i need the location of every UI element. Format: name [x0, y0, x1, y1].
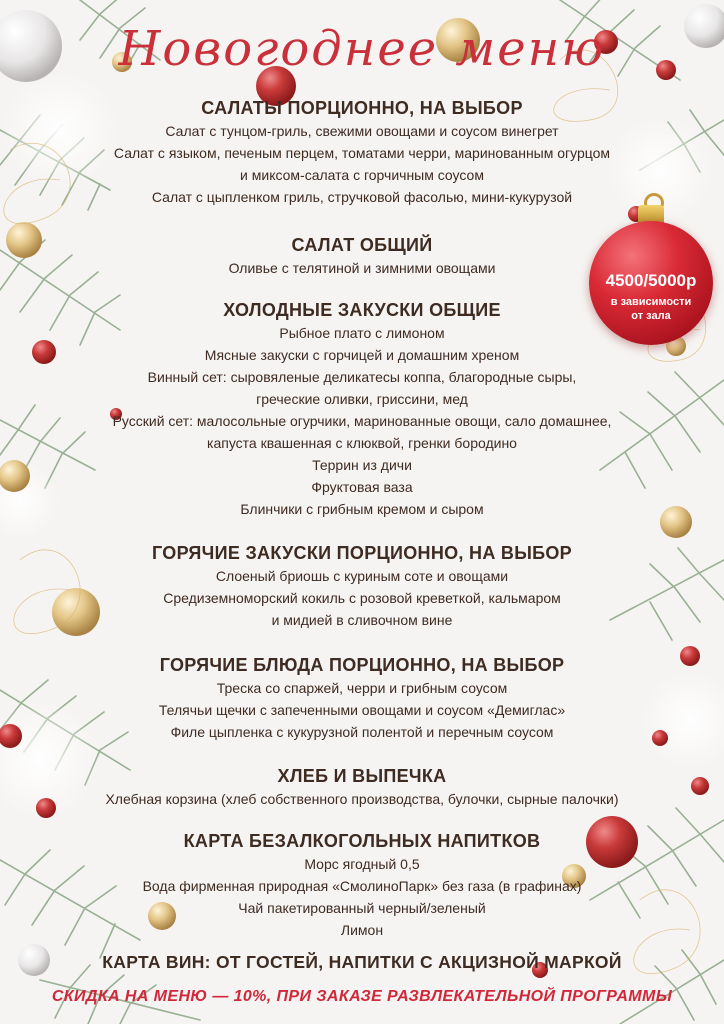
- menu-title: Новогоднее меню: [118, 21, 606, 77]
- menu-item: и мидией в сливочном вине: [271, 612, 453, 628]
- menu-item: Рыбное плато с лимоном: [279, 325, 445, 341]
- section-heading: КАРТА БЕЗАЛКОГОЛЬНЫХ НАПИТКОВ: [183, 831, 541, 851]
- menu-item: Филе цыпленка с кукурузной полентой и перечным соусом: [170, 724, 554, 740]
- menu-item: Салат с языком, печеным перцем, томатами черри, маринованным огурцом: [113, 145, 611, 161]
- section-heading: САЛАТЫ ПОРЦИОННО, НА ВЫБОР: [201, 98, 523, 118]
- price-value: 4500/5000р: [605, 271, 697, 290]
- section-heading: ГОРЯЧИЕ БЛЮДА ПОРЦИОННО, НА ВЫБОР: [159, 655, 565, 675]
- price-note-line: от зала: [631, 310, 671, 322]
- menu-item: Оливье с телятиной и зимними овощами: [228, 260, 496, 276]
- wine-card-note: [0, 950, 724, 974]
- menu-item: Террин из дичи: [312, 457, 412, 473]
- menu-item: Салат с цыпленком гриль, стручковой фасолью, мини-кукурузой: [151, 189, 573, 205]
- menu-section-bread: [0, 764, 724, 810]
- menu-item: Лимон: [340, 922, 384, 938]
- price-bauble: [589, 193, 719, 343]
- menu-section-hot-appetizers: [0, 541, 724, 631]
- menu-item: и миксом-салата с горчичным соусом: [240, 167, 484, 183]
- menu-item: Хлебная корзина (хлеб собственного производства, булочки, сырные палочки): [105, 791, 619, 807]
- menu-section-hot-dishes: [0, 653, 724, 743]
- menu-item: Мясные закуски с горчицей и домашним хреном: [204, 347, 520, 363]
- section-heading: ХЛЕБ И ВЫПЕЧКА: [277, 766, 447, 786]
- menu-item: Морс ягодный 0,5: [304, 856, 420, 872]
- menu-item: Слоеный бриошь с куриным соте и овощами: [215, 568, 509, 584]
- menu-item: Телячьи щечки с запеченными овощами и соусом «Демиглас»: [158, 702, 566, 718]
- menu-item: Русский сет: малосольные огурчики, маринованные овощи, сало домашнее,: [112, 413, 612, 429]
- menu-item: капуста квашенная с клюквой, гренки бородино: [207, 435, 517, 451]
- price-note: [589, 295, 713, 323]
- menu-item: Фруктовая ваза: [311, 479, 413, 495]
- price-note-line: в зависимости: [610, 296, 692, 308]
- menu-item: Винный сет: сыровяленые деликатесы коппа, благородные сыры,: [147, 369, 577, 385]
- discount-promo: СКИДКА НА МЕНЮ — 10%, ПРИ ЗАКАЗЕ РАЗВЛЕКАТЕЛЬНОЙ ПРОГРАММЫ: [51, 988, 673, 1005]
- wine-note-heading: КАРТА ВИН: ОТ ГОСТЕЙ, НАПИТКИ С АКЦИЗНОЙ МАРКОЙ: [102, 952, 622, 972]
- menu-section-soft-drinks: [0, 829, 724, 941]
- menu-item: Чай пакетированный черный/зеленый: [238, 900, 486, 916]
- menu-item: Треска со спаржей, черри и грибным соусом: [216, 680, 508, 696]
- section-heading: САЛАТ ОБЩИЙ: [291, 235, 433, 255]
- menu-section-salads-portion: [0, 96, 724, 208]
- menu-item: греческие оливки, гриссини, мед: [256, 391, 468, 407]
- menu-item: Салат с тунцом-гриль, свежими овощами и соусом винегрет: [165, 123, 559, 139]
- menu-item: Вода фирменная природная «СмолиноПарк» без газа (в графинах): [142, 878, 582, 894]
- section-heading: ХОЛОДНЫЕ ЗАКУСКИ ОБЩИЕ: [223, 300, 501, 320]
- menu-item: Средиземноморский кокиль с розовой креветкой, кальмаром: [163, 590, 561, 606]
- section-heading: ГОРЯЧИЕ ЗАКУСКИ ПОРЦИОННО, НА ВЫБОР: [152, 543, 572, 563]
- menu-item: Блинчики с грибным кремом и сыром: [240, 501, 484, 517]
